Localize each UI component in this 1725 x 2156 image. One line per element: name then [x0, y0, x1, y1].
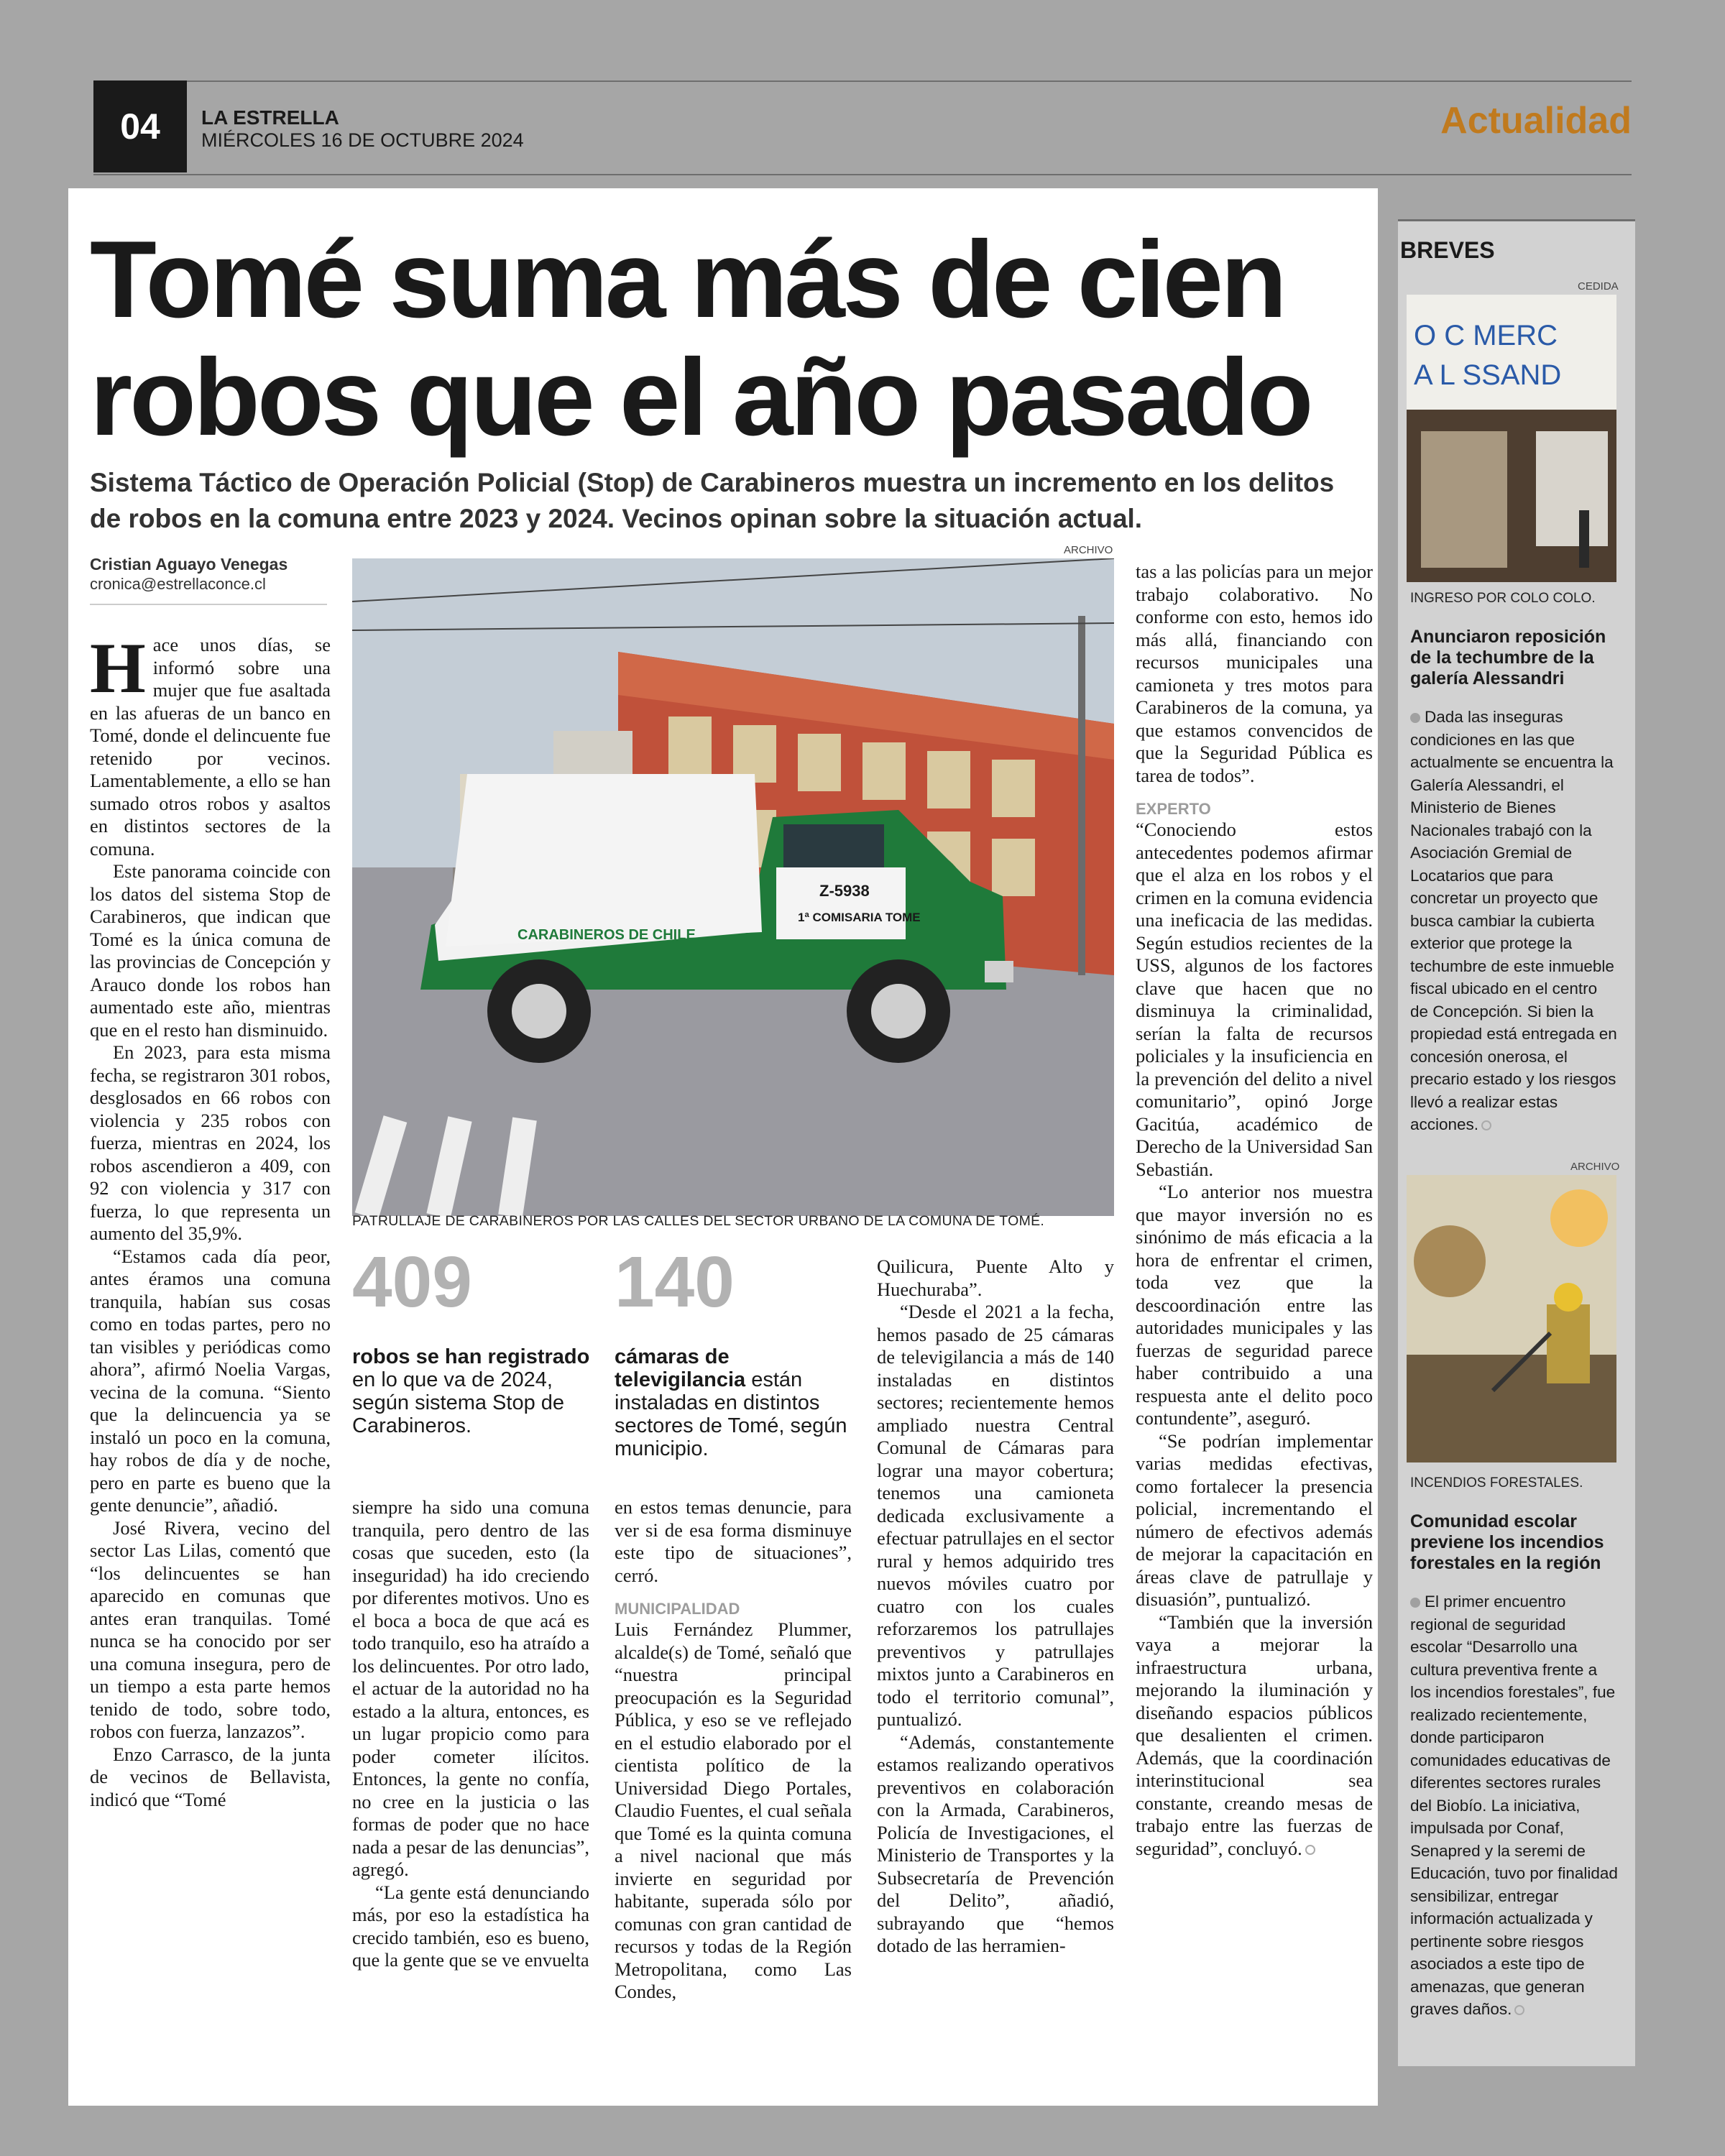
section-title: Actualidad	[1440, 100, 1632, 142]
page-number: 04	[93, 80, 187, 172]
bullet-icon	[1410, 1598, 1420, 1608]
author-email: cronica@estrellaconce.cl	[90, 575, 266, 593]
truck-side-lettering: CARABINEROS DE CHILE	[518, 927, 696, 943]
sidebar-title: BREVES	[1400, 237, 1495, 263]
brief1-text: Dada las inseguras condiciones en las que actualmente se encuentra la Galería Alessandri, el Ministerio de Bienes Nacionales trabajó con la Asociación Gremial de Locatarios que para concretar un proyecto que busca cambiar la cubierta exterior que protege la techumbre de este inmueble fiscal ubicado en el centro de Concepción. Si bien la propiedad está entregada en concesión onerosa, el precario estado y los riesgos llevó a realizar estas acciones.	[1410, 708, 1617, 1133]
paragraph: tas a las policías para un mejor trabajo colaborativo. No conforme con esto, hemos ido más allá, financiando con recursos municipales una camioneta y tres motos para Carabineros de la comuna, ya que estamos convencidos de que la Seguridad Pública es tarea de todos”.	[1136, 561, 1373, 786]
paragraph: “También que la inversión vaya a mejorar la infraestructura urbana, mejorando la iluminación y diseñando espacios públicos que desalienten el crimen. Además, que la coordinación interinstitucional sea constante, creando mesas de trabajo entre las fuerzas de seguridad”, concluyó.	[1136, 1611, 1373, 1859]
paragraph: “Además, constantemente estamos realizando operativos preventivos en colaboración con la Armada, Carabineros, Policía de Investigaciones, el Ministerio de Transportes y la Subsecretaría de Prevención del Delito”, añadió, subrayando que “hemos dotado de las herramien-	[877, 1731, 1114, 1956]
paragraph: José Rivera, vecino del sector Las Lilas, comentó que “los delincuentes se han aparecido en comunas que antes eran tranquilas. Tomé nunca se ha conocido por ser una comuna insegura, pero de un tiempo a esta parte hemos tenido de todo, sobre todo, robos con fuerza, lanzazos”.	[90, 1516, 331, 1742]
truck-plate: Z-5938	[819, 882, 870, 900]
paragraph: Hace unos días, se informó sobre una mujer que fue asaltada en las afueras de un banco en Tomé, donde el delincuente fue retenido por vecinos. Lamentablemente, a ello se han sumado otros robos y asaltos en distintos sectores de la comuna.	[90, 628, 331, 860]
photo-credit: ARCHIVO	[1064, 544, 1113, 556]
article-column-3	[615, 1496, 852, 2004]
brief1-title: Anunciaron reposición de la techumbre de la galería Alessandri	[1410, 627, 1606, 688]
paragraph: “La gente está denunciando más, por eso la estadística ha crecido también, eso es bueno, que la gente que se ve envuelta	[352, 1881, 589, 1971]
paragraph: Luis Fernández Plummer, alcalde(s) de Tomé, señaló que “nuestra principal preocupación es la Seguridad Pública, y eso se ve reflejado en el estudio elaborado por el cientista político de la Universidad Diego Portales, Claudio Fuentes, el cual señala que Tomé es la quinta comuna a nivel nacional que más invierte en seguridad por habitante, superada sólo por comunas con gran cantidad de recursos y todas de la Región Metropolitana, como Las Condes,	[615, 1618, 852, 2002]
end-mark-icon	[1305, 1845, 1315, 1855]
header-bottom-rule	[93, 174, 1632, 175]
author-name: Cristian Aguayo Venegas	[90, 555, 288, 573]
stat-description-camaras: cámaras de televigilancia están instaladas en distintos sectores de Tomé, según municipio.	[615, 1345, 847, 1460]
paragraph: En 2023, para esta misma fecha, se registraron 301 robos, desglosados en 66 robos con violencia y 235 robos con fuerza, mientras en 2024, los robos ascendieron a 409, con 92 con violencia y 317 con fuerza, lo que representa un aumento del 35,9%.	[90, 1041, 331, 1244]
article-panel	[68, 188, 1378, 2106]
truck-unit-label: 1ª COMISARIA TOME	[798, 911, 921, 924]
stat-number-robos: 409	[352, 1242, 472, 1322]
brief2-caption: INCENDIOS FORESTALES.	[1410, 1475, 1583, 1491]
paragraph: “Lo anterior nos muestra que mayor inversión no es sinónimo de más eficacia a la hora de enfrentar el crimen, toda vez que la descoordinación entre las autoridades municipales y las fuerzas de seguridad parece haber contribuido a una respuesta ante el delito poco contundente”, aseguró.	[1136, 1181, 1373, 1429]
newspaper-name: LA ESTRELLA	[201, 106, 339, 129]
article-column-1	[90, 628, 331, 1811]
subheadline: Sistema Táctico de Operación Policial (Stop) de Carabineros muestra un incremento en los delitos de robos en la comuna entre 2023 y 2024. Vecinos opinan sobre la situación actual.	[90, 468, 1335, 533]
end-mark-icon	[1514, 2005, 1524, 2015]
gallery-sign-line-1: O C MERC	[1414, 320, 1558, 351]
paragraph: siempre ha sido una comuna tranquila, pero dentro de las cosas que suceden, esto (la inseguridad) ha ido creciendo por diferentes motivos. Uno es el boca a boca de que acá es todo tranquilo, eso ha atraído a los delincuentes. Por otro lado, el actuar de la autoridad no ha estado a la altura, entonces, es un lugar propicio como para poder cometer ilícitos. Entonces, la gente no confía, no cree en la justicia o las formas de poder que no hace nada a pesar de las denuncias”, agregó.	[352, 1496, 589, 1880]
paragraph: “Se podrían implementar varias medidas efectivas, como fortalecer la presencia policial, incrementando el número de efectivos además de mejorar la capacitación en áreas clave de patrullaje y disuasión”, puntualizó.	[1136, 1429, 1373, 1610]
stat-number-camaras: 140	[615, 1242, 735, 1322]
end-mark-icon	[1481, 1120, 1491, 1130]
gallery-entrance-photo	[1407, 295, 1616, 582]
photo-caption: PATRULLAJE DE CARABINEROS POR LAS CALLES DEL SECTOR URBANO DE LA COMUNA DE TOMÉ.	[352, 1213, 1045, 1229]
brief1-caption: INGRESO POR COLO COLO.	[1410, 591, 1596, 606]
paragraph: “Desde el 2021 a la fecha, hemos pasado de 25 cámaras de televigilancia a más de 140 instaladas en distintos sectores; recientemente hemos ampliado nuestra Central Comunal de Cámaras para lograr una mayor cobertura; tenemos una camioneta dedicada exclusivamente a efectuar patrullajes en el sector rural y hemos adquirido tres nuevos móviles cuatro por cuatro con los cuales reforzaremos los patrullajes preventivos y patrullajes mixtos junto a Carabineros en todo el territorio comunal”, puntualizó.	[877, 1301, 1114, 1730]
drop-cap: H	[90, 628, 146, 708]
article-column-2	[352, 1496, 589, 1972]
bullet-icon	[1410, 713, 1420, 723]
paragraph: en estos temas denuncie, para ver si de esa forma disminuye este tipo de situaciones”, cerró.	[615, 1496, 852, 1586]
subsection-title: MUNICIPALIDAD	[615, 1600, 740, 1618]
firefighter-photo	[1407, 1175, 1616, 1462]
brief2-credit: ARCHIVO	[1570, 1161, 1620, 1173]
headline: Tomé suma más de cien robos que el año pasado	[90, 218, 1311, 459]
paragraph: Enzo Carrasco, de la junta de vecinos de Bellavista, indicó que “Tomé	[90, 1743, 331, 1810]
paragraph: Quilicura, Puente Alto y Huechuraba”.	[877, 1256, 1114, 1300]
brief2-text: El primer encuentro regional de seguridad escolar “Desarrollo una cultura preventiva frente a los incendios forestales”, fue realizado recientemente, donde participaron comunidades educativas de diferentes sectores rurales del Biobío. La iniciativa, impulsada por Conaf, Senapred y la seremi de Educación, tuvo por finalidad sensibilizar, entregar información actualizada y pertinente sobre riesgos asociados a este tipo de amenazas, que generan graves daños.	[1410, 1593, 1618, 2018]
brief2-title: Comunidad escolar previene los incendios forestales en la región	[1410, 1511, 1604, 1573]
sidebar-top-rule	[1398, 219, 1635, 221]
article-column-5	[1136, 561, 1373, 1860]
brief1-credit: CEDIDA	[1578, 280, 1619, 292]
paragraph: “Estamos cada día peor, antes éramos una comuna tranquila, habían sus cosas como en todas partes, pero no tan visibles y periódicas como ahora”, afirmó Noelia Vargas, vecina de la comuna. “Siento que la delincuencia ya se instaló un poco en la comuna, hay robos de día y de noche, pero en parte es bueno que la gente denuncie”, añadió.	[90, 1245, 331, 1516]
patrol-truck-photo	[352, 558, 1114, 1216]
article-column-4	[877, 1256, 1114, 1958]
paragraph: Este panorama coincide con los datos del sistema Stop de Carabineros, que indican que Tomé es la única comuna de las provincias de Concepción y Arauco donde los robos han aumentado este año, mientras que en el resto han disminuido.	[90, 860, 331, 1041]
header-top-rule	[93, 80, 1632, 82]
paragraph: “Conociendo estos antecedentes podemos afirmar que el alza en los robos y el crimen en la comuna evidencia una ineficacia de las medidas. Según estudios recientes de la USS, algunos de los factores clave que hacen que no disminuya la criminalidad, serían la falta de recursos policiales y la insuficiencia en la prevención del delito a nivel comunitario”, opinó Jorge Gacitúa, académico de Derecho de la Universidad San Sebastián.	[1136, 819, 1373, 1180]
subsection-title: EXPERTO	[1136, 800, 1211, 818]
gallery-sign-line-2: A L SSAND	[1414, 359, 1562, 391]
byline-rule	[90, 604, 327, 605]
issue-date: MIÉRCOLES 16 DE OCTUBRE 2024	[201, 129, 524, 151]
stat-description-robos: robos se han registrado en lo que va de 2024, según sistema Stop de Carabineros.	[352, 1345, 590, 1437]
